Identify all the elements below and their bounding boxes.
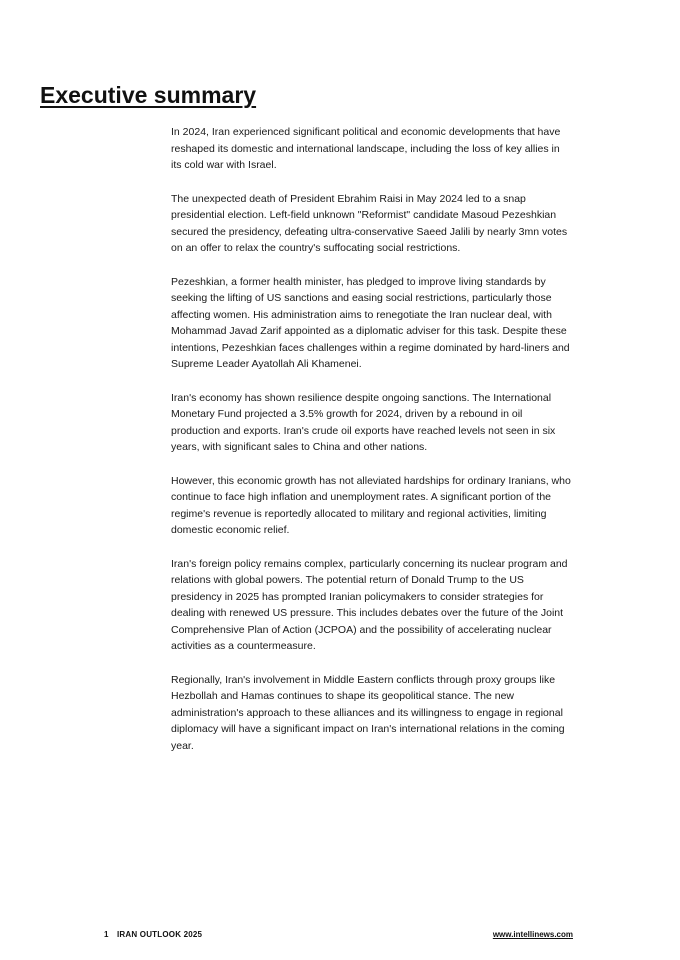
page-footer xyxy=(0,928,680,944)
paragraph-1: In 2024, Iran experienced significant political and economic developments that have reshaped its domestic and international landscape, including the loss of key allies in its cold war with Israel. xyxy=(171,126,561,171)
article-body xyxy=(171,124,571,771)
paragraph-7: Regionally, Iran's involvement in Middle Eastern conflicts through proxy groups like Hezbollah and Hamas continues to shape its geopolitical stance. The new administration's approach to these alliances and its willingness to engage in regional diplomacy will have a significant impact on Iran's international relations in the coming year. xyxy=(171,673,565,752)
footer-page-number: 1 xyxy=(104,930,109,939)
footer-website-link[interactable]: www.intellinews.com xyxy=(492,930,573,939)
paragraph-5: However, this economic growth has not alleviated hardships for ordinary Iranians, who continue to face high inflation and unemployment rates. A significant portion of the regime's revenue is reportedly allocated to military and regional activities, limiting domestic economic relief. xyxy=(171,474,571,536)
paragraph-6: Iran's foreign policy remains complex, particularly concerning its nuclear program and relations with global powers. The potential return of Donald Trump to the US presidency in 2025 has prompted Iranian policymakers to consider strategies for dealing with renewed US pressure. This includes debates over the future of the Joint Comprehensive Plan of Action (JCPOA) and the possibility of accelerating nuclear activities as a countermeasure. xyxy=(171,557,568,652)
paragraph-3: Pezeshkian, a former health minister, has pledged to improve living standards by seeking the lifting of US sanctions and easing social restrictions, particularly those affecting women. His administration aims to renegotiate the Iran nuclear deal, with Mohammad Javad Zarif appointed as a diplomatic adviser for this task. Despite these intentions, Pezeshkian faces challenges within a regime dominated by hard-liners and Supreme Leader Ayatollah Ali Khamenei. xyxy=(171,275,570,370)
footer-publication-name: IRAN OUTLOOK 2025 xyxy=(117,930,203,939)
paragraph-2: The unexpected death of President Ebrahim Raisi in May 2024 led to a snap presidential election. Left-field unknown "Reformist" candidate Masoud Pezeshkian secured the presidency, defeating ultra-conservative Saeed Jalili by nearly 3mn votes on an offer to relax the country's suffocating social restrictions. xyxy=(171,192,568,254)
page-title: Executive summary xyxy=(40,82,257,108)
paragraph-4: Iran's economy has shown resilience despite ongoing sanctions. The International Monetary Fund projected a 3.5% growth for 2024, driven by a rebound in oil production and exports. Iran's crude oil exports have reached levels not seen in six years, with significant sales to China and other nations. xyxy=(171,391,556,453)
